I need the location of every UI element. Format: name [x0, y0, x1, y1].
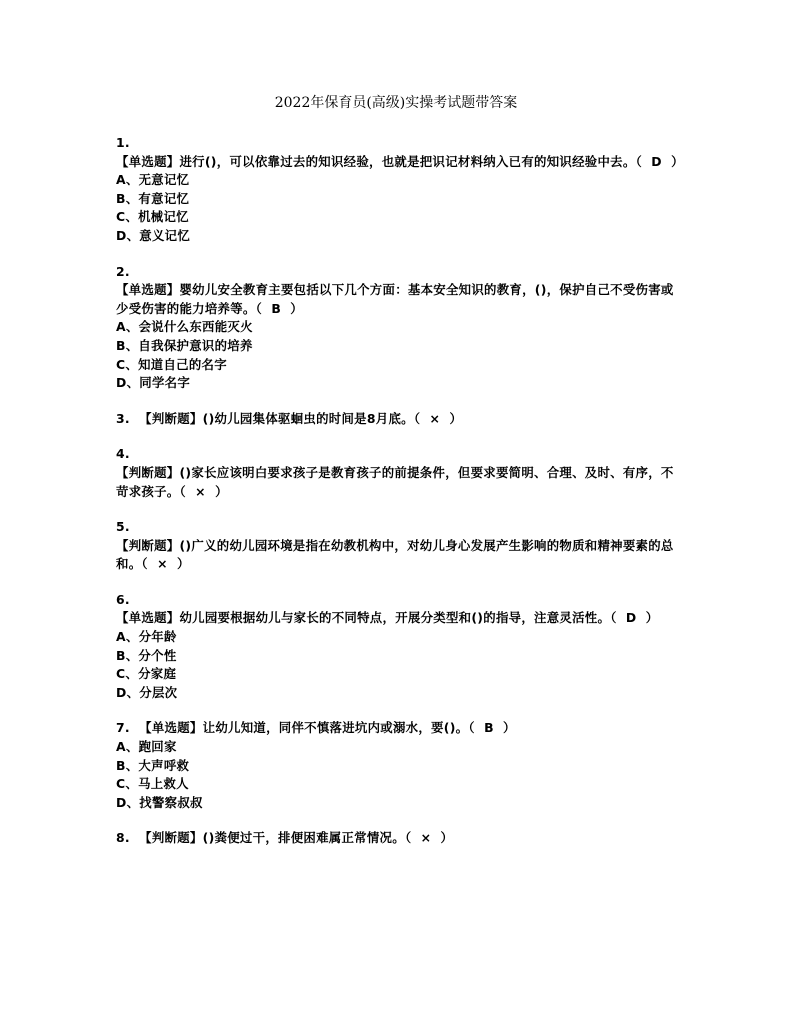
question-3 — [116, 410, 684, 429]
question-number: 4. — [116, 446, 130, 462]
question-8 — [116, 829, 684, 848]
question-6 — [116, 591, 684, 703]
question-stem: 【判断题】()广义的幼儿园环境是指在幼教机构中，对幼儿身心发展产生影响的物质和精神要素的总和。（ × ） — [116, 537, 674, 572]
option-c: C、马上救人 — [116, 776, 189, 792]
question-number: 3. — [116, 410, 130, 426]
question-stem: 【判断题】()幼儿园集体驱蛔虫的时间是8月底。（ × ） — [139, 410, 463, 426]
question-stem: 【单选题】婴幼儿安全教育主要包括以下几个方面：基本安全知识的教育，()，保护自己不受伤害或少受伤害的能力培养等。（ B ） — [116, 282, 674, 316]
question-number: 1. — [116, 135, 130, 150]
option-d: D、意义记忆 — [116, 227, 191, 243]
option-b: B、自我保护意识的培养 — [116, 337, 253, 353]
document-title: 2022年保育员(高级)实操考试题带答案 — [274, 95, 518, 111]
question-4 — [116, 445, 684, 501]
question-number: 6. — [116, 591, 130, 607]
question-stem: 【单选题】让幼儿知道，同伴不慎落进坑内或溺水，要()。（ B ） — [139, 720, 516, 736]
option-c: C、知道自己的名字 — [116, 356, 227, 372]
question-line — [116, 829, 684, 848]
question-line — [116, 719, 684, 738]
question-number: 8. — [116, 830, 130, 846]
question-stem: 【判断题】()家长应该明白要求孩子是教育孩子的前提条件，但要求要简明、合理、及时、有序，不苛求孩子。（ × ） — [116, 464, 674, 499]
option-a: A、分年龄 — [116, 629, 177, 645]
option-b: B、有意记忆 — [116, 190, 190, 206]
question-number: 2. — [116, 263, 130, 279]
option-d: D、分层次 — [116, 684, 178, 700]
option-c: C、分家庭 — [116, 666, 177, 682]
option-d: D、找警察叔叔 — [116, 794, 203, 810]
question-stem: 【单选题】进行()，可以依靠过去的知识经验，也就是把识记材料纳入已有的知识经验中去。（ D ） — [116, 153, 684, 169]
question-number: 7. — [116, 720, 130, 736]
option-c: C、机械记忆 — [116, 209, 189, 225]
question-1 — [116, 134, 684, 246]
option-b: B、分个性 — [116, 647, 177, 663]
question-stem: 【单选题】幼儿园要根据幼儿与家长的不同特点，开展分类型和()的指导，注意灵活性。（ D ） — [116, 610, 659, 626]
option-a: A、无意记忆 — [116, 172, 190, 188]
question-stem: 【判断题】()粪便过干，排便困难属正常情况。（ × ） — [139, 830, 454, 846]
option-a: A、跑回家 — [116, 739, 177, 755]
question-list — [116, 134, 684, 865]
question-2 — [116, 263, 684, 393]
option-b: B、大声呼救 — [116, 757, 190, 773]
question-line — [116, 410, 684, 429]
question-number: 5. — [116, 519, 130, 535]
question-7 — [116, 719, 684, 812]
option-a: A、会说什么东西能灭火 — [116, 319, 253, 335]
option-d: D、同学名字 — [116, 375, 191, 391]
question-5 — [116, 518, 684, 574]
